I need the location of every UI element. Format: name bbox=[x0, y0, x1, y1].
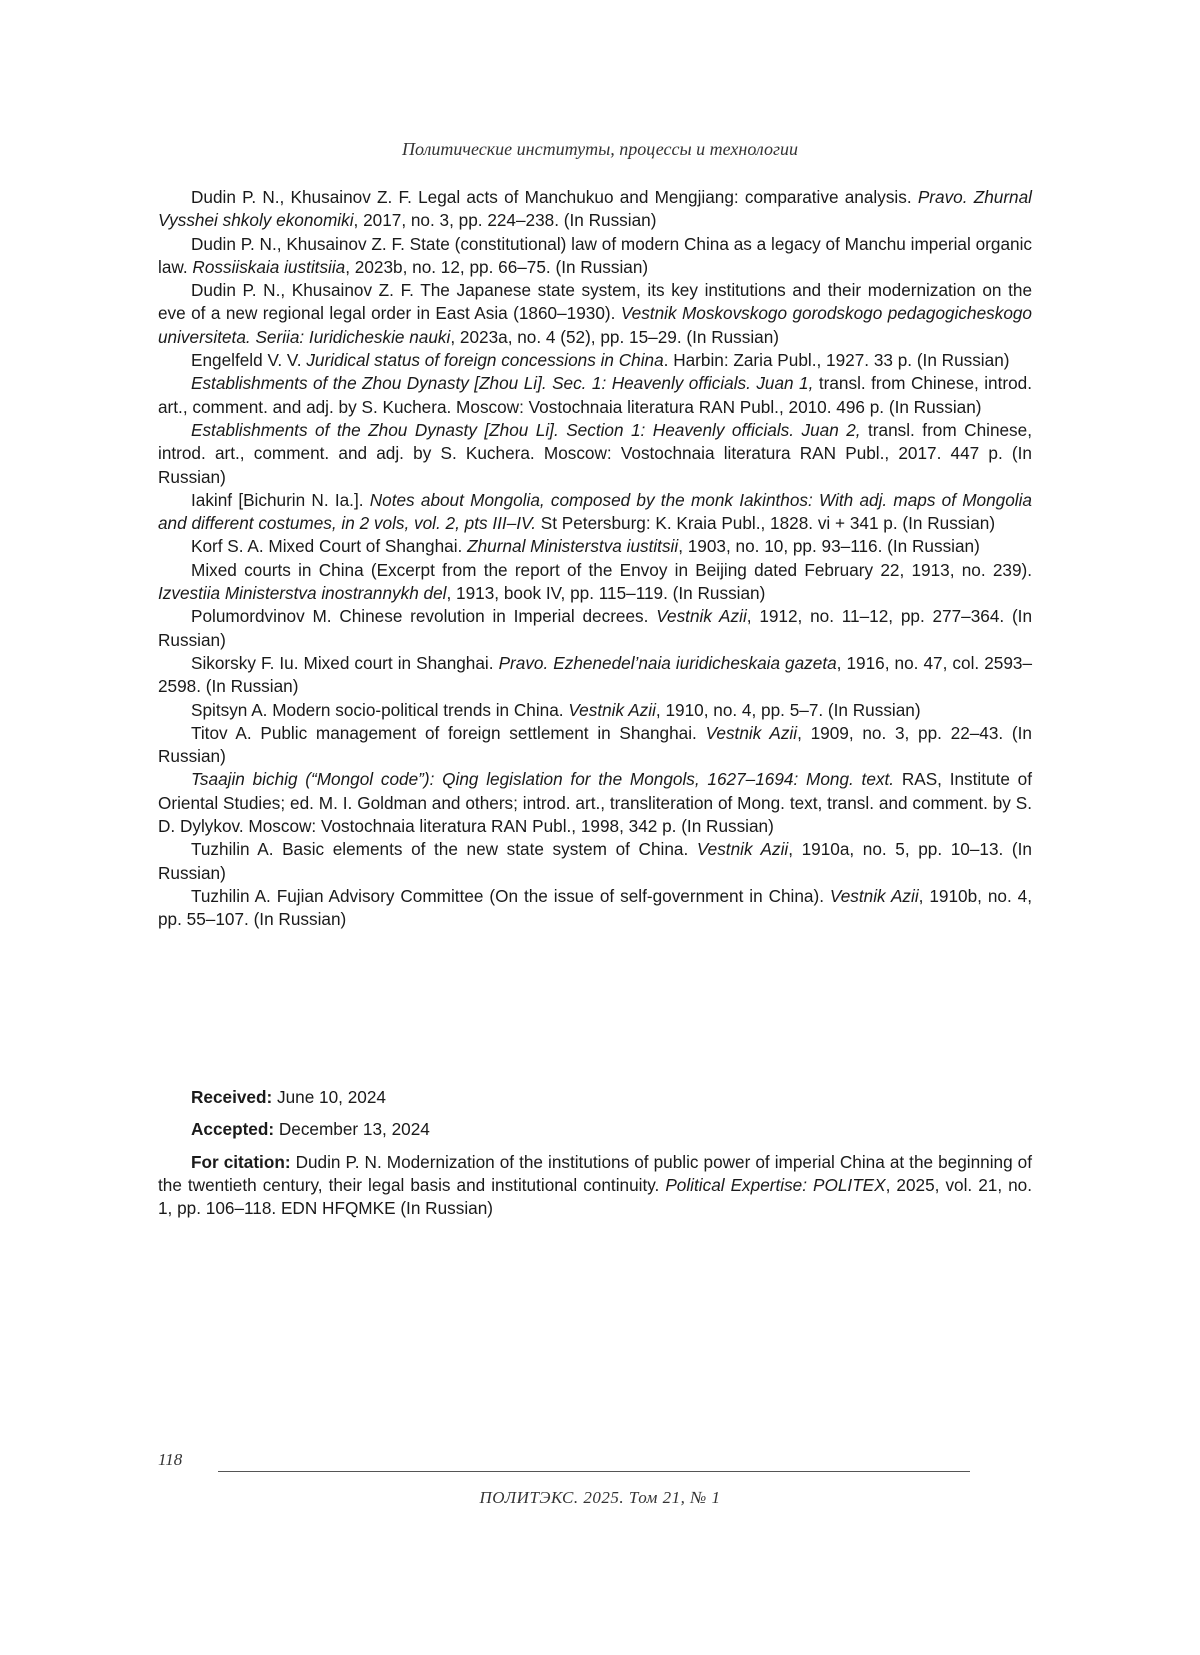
reference-entry bbox=[158, 279, 1032, 349]
reference-text: Tuzhilin A. Basic elements of the new state system of China. bbox=[191, 839, 697, 860]
reference-details: , 1910a, no. 5, pp. 10–13. (In Russian) bbox=[158, 839, 1032, 883]
reference-source: Vestnik Moskovskogo gorodskogo pedagogicheskogo universiteta. Seriia: Iuridicheskie nauki bbox=[158, 303, 1032, 347]
reference-text: Titov A. Public management of foreign settlement in Shanghai. bbox=[191, 722, 706, 743]
reference-source: Vestnik Azii bbox=[656, 606, 747, 627]
received-date bbox=[158, 1086, 1032, 1109]
reference-source: Vestnik Azii bbox=[829, 885, 919, 906]
reference-entry bbox=[158, 535, 1032, 558]
reference-entry bbox=[158, 372, 1032, 419]
reference-text: Dudin P. N., Khusainov Z. F. State (constitutional) law of modern China as a legacy of Manchu imperial organic law. bbox=[158, 233, 1032, 277]
reference-text: Iakinf [Bichurin N. Ia.]. bbox=[191, 489, 370, 510]
reference-source: Zhurnal Ministerstva iustitsii bbox=[467, 536, 679, 557]
accepted-value: December 13, 2024 bbox=[274, 1119, 430, 1140]
reference-entry bbox=[158, 652, 1032, 699]
footer-divider bbox=[218, 1471, 970, 1472]
reference-details: RAS, Institute of Oriental Studies; ed. M. I. Goldman and others; introd. art., transliteration of Mong. text, transl. and comment. by S. D. Dylykov. Moscow: Vostochnaia literatura RAN Publ., 1998, 342 p. (In Russian) bbox=[158, 769, 1033, 837]
citation bbox=[158, 1151, 1032, 1221]
running-header: Политические институты, процессы и технологии bbox=[402, 139, 798, 159]
accepted-date bbox=[158, 1118, 1032, 1141]
reference-entry bbox=[158, 419, 1032, 489]
reference-list bbox=[158, 186, 1032, 932]
reference-text: Polumordvinov M. Chinese revolution in Imperial decrees. bbox=[191, 606, 657, 627]
reference-entry bbox=[158, 885, 1032, 932]
article-meta bbox=[158, 1086, 1032, 1229]
reference-source: Vestnik Azii bbox=[705, 722, 798, 743]
reference-details: , 2023a, no. 4 (52), pp. 15–29. (In Russian) bbox=[450, 326, 780, 347]
reference-source: Establishments of the Zhou Dynasty [Zhou Li]. Section 1: Heavenly officials. Juan 2, bbox=[191, 419, 861, 440]
reference-details: , 1910, no. 4, pp. 5–7. (In Russian) bbox=[655, 699, 921, 720]
reference-details: , 1912, no. 11–12, pp. 277–364. (In Russian) bbox=[158, 606, 1033, 650]
citation-text: Dudin P. N. Modernization of the institutions of public power of imperial China at the beginning of the twentieth century, their legal basis and institutional continuity. bbox=[158, 1151, 1032, 1195]
reference-details: , 1903, no. 10, pp. 93–116. (In Russian) bbox=[678, 536, 980, 557]
reference-details: , 1909, no. 3, pp. 22–43. (In Russian) bbox=[158, 722, 1032, 767]
reference-source: Tsaajin bichig (“Mongol code”): Qing legislation for the Mongols, 1627–1694: Mong. text. bbox=[191, 769, 895, 790]
reference-details: , 1910b, no. 4, pp. 55–107. (In Russian) bbox=[158, 885, 1033, 930]
citation-journal: Political Expertise: POLITEX bbox=[665, 1174, 886, 1195]
reference-entry bbox=[158, 559, 1032, 606]
reference-details: , 1916, no. 47, col. 2593–2598. (In Russian) bbox=[158, 652, 1032, 697]
reference-details: , 2023b, no. 12, pp. 66–75. (In Russian) bbox=[345, 256, 649, 277]
reference-details: transl. from Chinese, introd. art., comment. and adj. by S. Kuchera. Moscow: Vostochnaia literatura RAN Publ., 2010. 496 p. (In Russian) bbox=[158, 373, 1032, 417]
reference-source: Vestnik Azii bbox=[568, 699, 656, 720]
reference-entry bbox=[158, 605, 1032, 652]
reference-text: Korf S. A. Mixed Court of Shanghai. bbox=[191, 536, 468, 557]
reference-entry bbox=[158, 768, 1032, 838]
reference-source: Pravo. Zhurnal Vysshei shkoly ekonomiki bbox=[158, 187, 1032, 231]
reference-details: , 1913, book IV, pp. 115–119. (In Russian) bbox=[446, 583, 766, 604]
reference-details: St Petersburg: K. Kraia Publ., 1828. vi + 341 p. (In Russian) bbox=[536, 513, 996, 534]
running-footer: ПОЛИТЭКС. 2025. Том 21, № 1 bbox=[479, 1488, 721, 1507]
reference-details: transl. from Chinese, introd. art., comment. and adj. by S. Kuchera. Moscow: Vostochnaia literatura RAN Publ., 2017. 447 p. (In Russian) bbox=[158, 419, 1032, 487]
reference-source: Juridical status of foreign concessions in China bbox=[306, 350, 664, 371]
reference-details: , 2017, no. 3, pp. 224–238. (In Russian) bbox=[353, 210, 657, 231]
reference-entry bbox=[158, 838, 1032, 885]
received-label: Received: bbox=[191, 1087, 273, 1107]
reference-text: Dudin P. N., Khusainov Z. F. The Japanese state system, its key institutions and their modernization on the eve of a new regional legal order in East Asia (1860–1930). bbox=[158, 280, 1032, 324]
reference-source: Notes about Mongolia, composed by the monk Iakinthos: With adj. maps of Mongolia and different costumes, in 2 vols, vol. 2, pts III–IV. bbox=[158, 489, 1032, 534]
reference-text: Engelfeld V. V. bbox=[191, 350, 307, 371]
reference-entry bbox=[158, 489, 1032, 536]
page-number: 118 bbox=[158, 1450, 183, 1469]
citation-details: , 2025, vol. 21, no. 1, pp. 106–118. EDN HFQMKE (In Russian) bbox=[158, 1174, 1033, 1219]
reference-text: Spitsyn A. Modern socio-political trends in China. bbox=[191, 699, 569, 720]
reference-text: Tuzhilin A. Fujian Advisory Committee (On the issue of self-government in China). bbox=[191, 885, 830, 906]
reference-entry bbox=[158, 233, 1032, 280]
reference-entry bbox=[158, 186, 1032, 233]
reference-entry bbox=[158, 722, 1032, 769]
reference-source: Izvestiia Ministerstva inostrannykh del bbox=[158, 583, 447, 604]
reference-text: Sikorsky F. Iu. Mixed court in Shanghai. bbox=[191, 652, 499, 673]
reference-text: Dudin P. N., Khusainov Z. F. Legal acts of Manchukuo and Mengjiang: comparative analysis. bbox=[191, 187, 918, 207]
reference-source: Pravo. Ezhenedel’naia iuridicheskaia gazeta bbox=[498, 652, 837, 673]
reference-source: Vestnik Azii bbox=[696, 839, 789, 860]
reference-entry bbox=[158, 349, 1032, 372]
citation-label: For citation: bbox=[191, 1151, 291, 1172]
reference-entry bbox=[158, 699, 1032, 722]
received-value: June 10, 2024 bbox=[272, 1087, 386, 1107]
accepted-label: Accepted: bbox=[191, 1119, 275, 1140]
reference-details: . Harbin: Zaria Publ., 1927. 33 p. (In Russian) bbox=[663, 350, 1010, 371]
reference-text: Mixed courts in China (Excerpt from the report of the Envoy in Beijing dated February 22, 1913, no. 239). bbox=[191, 559, 1032, 580]
reference-source: Establishments of the Zhou Dynasty [Zhou Li]. Sec. 1: Heavenly officials. Juan 1, bbox=[191, 373, 814, 394]
reference-source: Rossiiskaia iustitsiia bbox=[192, 256, 346, 277]
